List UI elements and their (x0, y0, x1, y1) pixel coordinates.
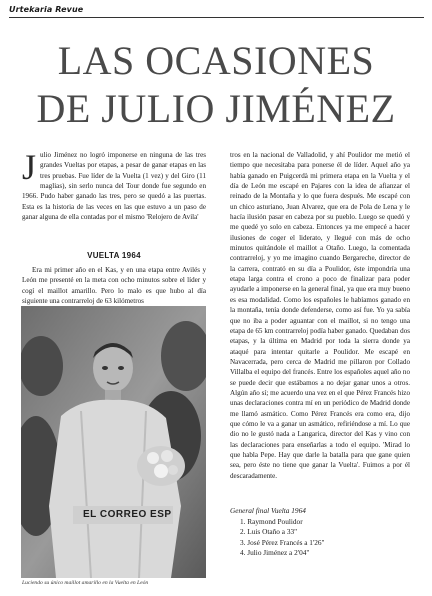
right-body-text: tros en la nacional de Valladolid, y ahí Poulidor me metió el tiempo que necesitaba para ponerse él de líder. Aquel año ya había ganado en Puigcerdà mi primera etapa en la Vuelta y el día de León me escapé en Pajares con la idea de afianzar el reinado de la Montaña y lo que fuera después. Me escapé con un chico asturiano, Juan Alvarez, que era de Pola de Lena y le hacía ilusión pasar en cabeza por su pueblo. Luego se quedó y me quedé yo solo en cabeza. Entonces ya me empecé a hacer ilusiones de coger el liderato, y llegué con más de ocho minutos quitándole el maillot a Otaño. Luego, la comentada contrarreloj, y yo me imagino cuando Bergareche, director de la carrera, contrató en su día a Poulidor, éste impondría una etapa larga contra el crono a poco de finalizar para poder ayudarle a imponerse en la general final, ya que era muy bueno es esa modalidad. Como los españoles le habíamos ganado en la montaña, tenía donde defenderse, como así fue. Yo ya sabía que no iba a poder aguantar con el maillot, si no tengo una etapa de 65 km contrarreloj podía haber ganado. Quedaban dos etapas, y la última en Madrid por toda la sierra donde ya ataqué para intentar quitarle a Poulidor. Me escapé en Navacerrada, pero cerca de Madrid me pillaron por Collado Villalba el equipo del francés. Entre los españoles aquel año no se puede decir que estábamos a no dejar ganar unos a otros. Algún año sí; me acuerdo una vez en el que Pérez Francés hizo unas declaraciones contra mí en un periódico de Madrid donde me llamó asmático. Como Pérez Francés era como era, dijo que cómo le va a ganar un asmático, refiriéndose a mí. Lo que dio no le gustó nada a Langarica, director del Kas y vino con las declaraciones para enseñarlas a todo el equipo. 'Mirad lo que habla Pepe. Hay que darle la batalla para que gane quien sea, pero éste no tiene que ganar la Vuelta'. Fuimos a por él descaradamente. (230, 151, 410, 480)
intro-text: ulio Jiménez no logró imponerse en ninguna de las tres grandes Vueltas por etapas, a pesar de ganar etapas en las tres pruebas. Fue líder de la Vuelta (1 vez) y del Giro (11 maglias), sin serlo nunca del Tour donde fue segundo en 1966. Pudo haber ganado las tres, pero se quedó a las puertas. Esta es la historia de las veces en las que estuvo a un paso de ganar alguna de ella contadas por el mismo 'Relojero de Avila' (22, 151, 206, 222)
cyclist-photo (21, 306, 206, 578)
results-list (230, 518, 410, 557)
result-item: 1. Raymond Poulidor (240, 517, 303, 526)
drop-cap: J (22, 147, 37, 187)
article-title-line-1: LAS OCASIONES (57, 38, 375, 83)
result-item: 4. Julio Jiménez a 2'04" (240, 548, 310, 558)
left-body-text: Era mi primer año en el Kas, y en una etapa entre Avilés y León me presenté en la meta con ocho minutos sobre el líder y cogí el maillot amarillo. Pero lo malo es que hubo al día siguiente una contrarreloj de 63 kilómetros (22, 266, 206, 306)
result-item: 3. José Pérez Francés a 1'26" (240, 537, 325, 547)
header-rule (9, 17, 424, 18)
photo-caption: Luciendo su único maillot amarillo en la Vuelta en León (22, 580, 149, 586)
cyclist-photo-image (21, 306, 206, 578)
section-label: Urtekaria Revue (9, 5, 84, 14)
intro-paragraph (22, 147, 206, 222)
right-column-body (230, 150, 410, 481)
section-heading: VUELTA 1964 (87, 251, 141, 260)
results-box (230, 506, 410, 560)
results-title: General final Vuelta 1964 (230, 506, 306, 515)
result-item: 2. Luis Otaño a 33" (240, 527, 298, 537)
jersey-text: EL CORREO ESP (83, 509, 172, 520)
article-title-line-2: DE JULIO JIMÉNEZ (36, 86, 396, 131)
left-column-body (22, 265, 206, 306)
